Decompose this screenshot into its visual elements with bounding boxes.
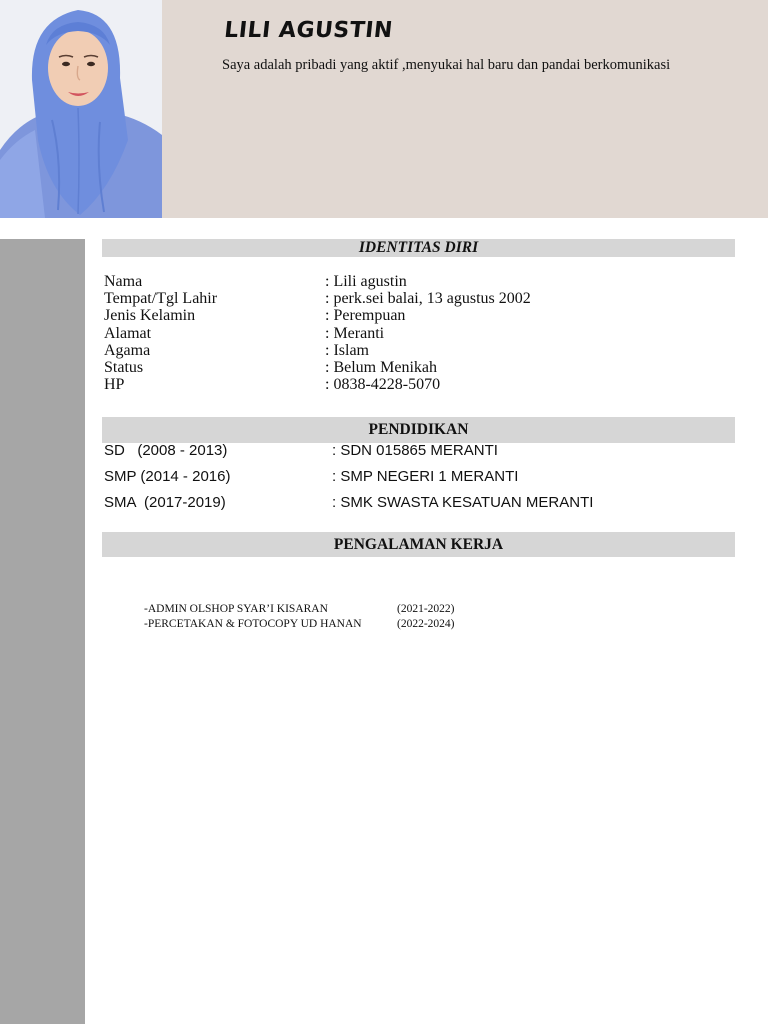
identity-value: : Meranti: [325, 324, 385, 342]
identity-label: Tempat/Tgl Lahir: [104, 290, 218, 308]
section-title-pengalaman-kerja: PENGALAMAN KERJA: [102, 532, 735, 557]
education-school: : SDN 015865 MERANTI: [332, 442, 498, 459]
section-title-identitas: IDENTITAS DIRI: [102, 239, 735, 257]
identity-label: Alamat: [104, 324, 152, 342]
identity-value: : 0838-4228-5070: [325, 376, 441, 394]
education-school: : SMK SWASTA KESATUAN MERANTI: [332, 494, 594, 511]
identity-value: : perk.sei balai, 13 agustus 2002: [325, 290, 531, 308]
identity-value: : Lili agustin: [325, 273, 407, 290]
section-title-pendidikan: PENDIDIKAN: [102, 417, 735, 443]
work-job-title: -ADMIN OLSHOP SYAR’I KISARAN: [144, 603, 328, 615]
education-level: SD (2008 - 2013): [104, 442, 228, 459]
identity-label: Jenis Kelamin: [104, 307, 196, 325]
left-side-bar: [0, 239, 85, 1024]
identity-value: : Perempuan: [325, 307, 406, 325]
identity-label: Status: [104, 358, 144, 376]
education-level: SMA (2017-2019): [104, 494, 226, 511]
identity-label: HP: [104, 376, 125, 394]
candidate-name: LILI AGUSTIN: [223, 18, 395, 43]
identity-value: : Belum Menikah: [325, 358, 437, 376]
identity-value: : Islam: [325, 341, 369, 359]
identity-label: Agama: [104, 341, 151, 359]
profile-photo: [0, 0, 162, 218]
work-years: (2021-2022): [397, 603, 455, 615]
education-level: SMP (2014 - 2016): [104, 468, 231, 485]
education-school: : SMP NEGERI 1 MERANTI: [332, 468, 519, 485]
work-job-title: -PERCETAKAN & FOTOCOPY UD HANAN: [144, 618, 362, 630]
work-years: (2022-2024): [397, 618, 455, 630]
identity-label: Nama: [104, 273, 143, 290]
candidate-tagline: Saya adalah pribadi yang aktif ,menyukai hal baru dan pandai berkomunikasi: [222, 57, 671, 73]
